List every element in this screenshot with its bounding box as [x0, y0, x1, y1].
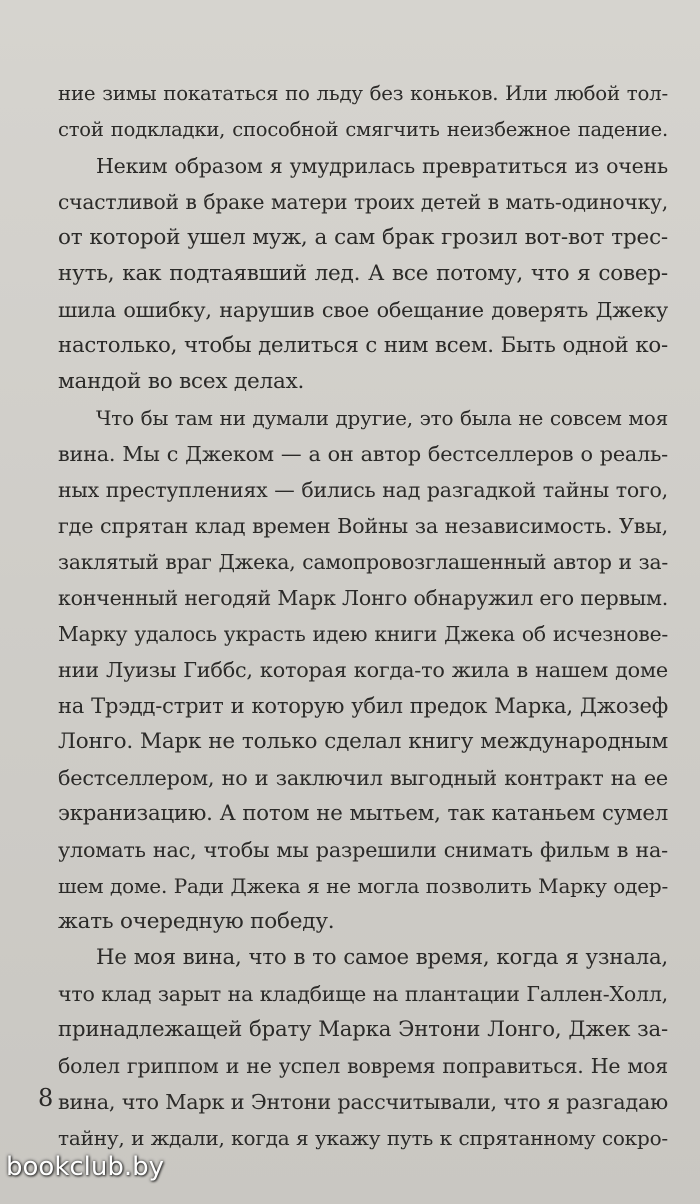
text-line: тайну, и ждали, когда я укажу путь к спрятанному сокро- [58, 1126, 668, 1150]
text-line: Лонго. Марк не только сделал книгу международным [58, 729, 668, 754]
text-line: заклятый враг Джека, самопровозглашенный автор и за- [58, 550, 668, 574]
text-line: вина. Мы с Джеком — а он автор бестселлеров о реаль- [58, 442, 668, 466]
text-line: вина, что Марк и Энтони рассчитывали, что я разгадаю [58, 1090, 668, 1114]
text-line: ние зимы покататься по льду без коньков. Или любой тол- [58, 82, 668, 105]
watermark-logo: bookclub.by [6, 1152, 165, 1182]
text-line: шем доме. Ради Джека я не могла позволить Марку одер- [58, 874, 668, 898]
text-line: конченный негодяй Марк Лонго обнаружил его первым. [58, 586, 669, 610]
text-line: нии Луизы Гиббс, которая когда-то жила в нашем доме [58, 658, 668, 682]
text-line: уломать нас, чтобы мы разрешили снимать фильм в на- [58, 838, 668, 862]
text-line: бестселлером, но и заключил выгодный контракт на ее [58, 766, 668, 790]
text-line: ных преступлениях — бились над разгадкой тайны того, [58, 478, 668, 502]
text-line: где спрятан клад времен Войны за независимость. Увы, [58, 514, 668, 538]
text-line: Что бы там ни думали другие, это была не совсем моя [96, 406, 668, 430]
page-number: 8 [38, 1084, 54, 1112]
text-line: что клад зарыт на кладбище на плантации Галлен-Холл, [58, 982, 668, 1006]
text-line: мандой во всех делах. [58, 369, 305, 394]
text-line: принадлежащей брату Марка Энтони Лонго, Джек за- [58, 1017, 668, 1042]
text-line: нуть, как подтаявший лед. А все потому, что я совер- [58, 261, 668, 286]
text-line: счастливой в браке матери троих детей в мать-одиночку, [58, 190, 668, 214]
text-line: болел гриппом и не успел вовремя поправиться. Не моя [58, 1054, 668, 1078]
text-line: Марку удалось украсть идею книги Джека об исчезнове- [58, 622, 668, 646]
text-line: Не моя вина, что в то самое время, когда я узнала, [96, 945, 668, 970]
text-line: жать очередную победу. [58, 909, 335, 934]
text-line: от которой ушел муж, а сам брак грозил вот-вот трес- [58, 225, 668, 250]
text-line: шила ошибку, нарушив свое обещание доверять Джеку [58, 298, 668, 322]
text-line: настолько, чтобы делиться с ним всем. Быть одной ко- [58, 333, 668, 358]
text-line: Неким образом я умудрилась превратиться из очень [96, 154, 668, 178]
text-line: на Трэдд-стрит и которую убил предок Марка, Джозеф [58, 694, 668, 718]
text-line: экранизацию. А потом не мытьем, так катаньем сумел [58, 801, 668, 826]
body-text [58, 76, 668, 1156]
text-line: стой подкладки, способной смягчить неизбежное падение. [58, 118, 668, 141]
